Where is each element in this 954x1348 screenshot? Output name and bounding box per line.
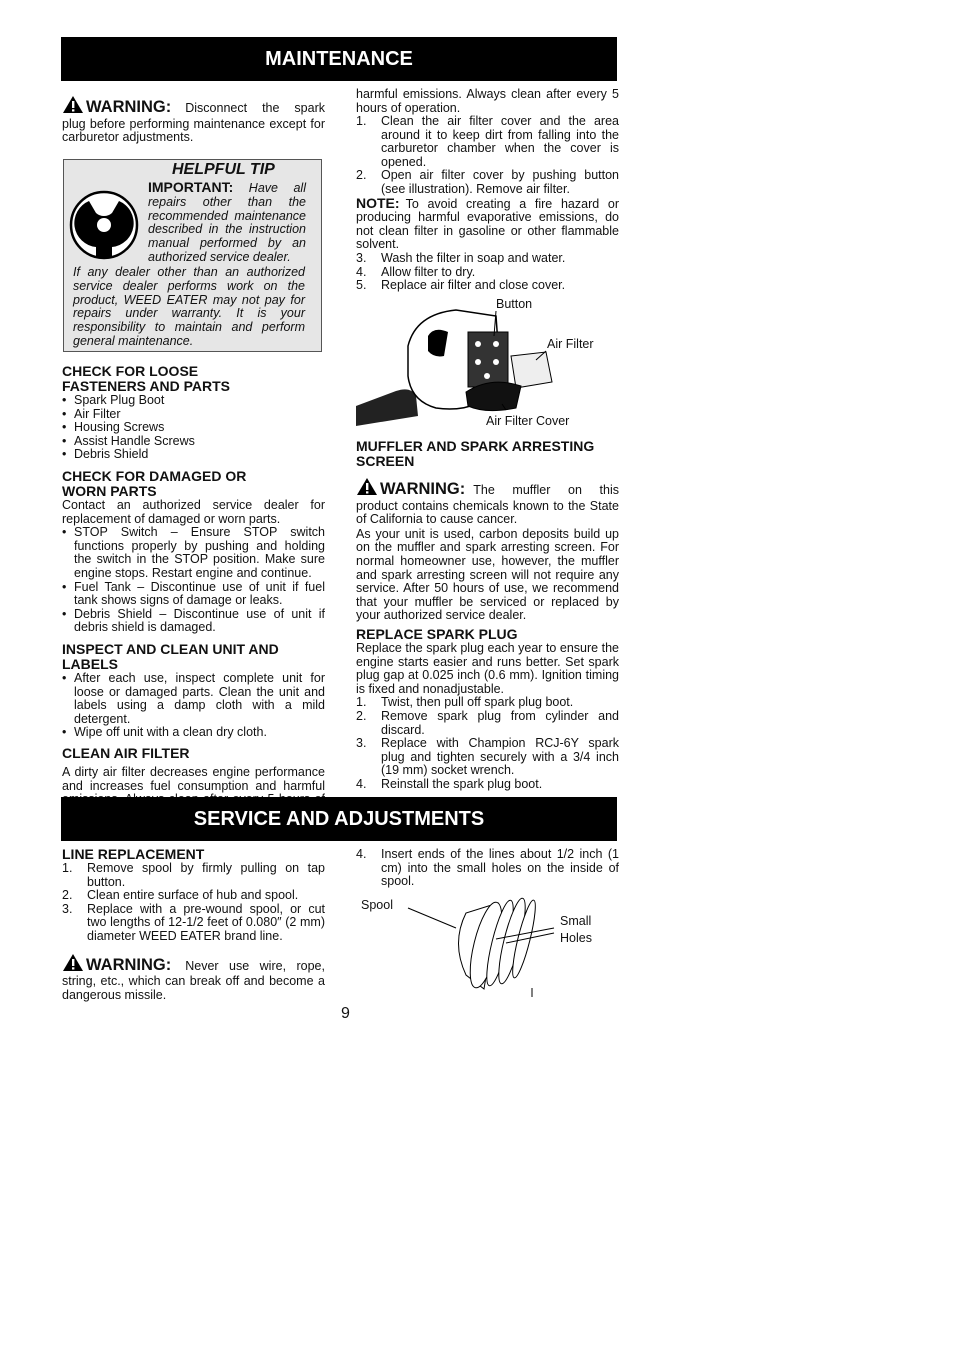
label-small: Small [560,914,592,928]
spool-illustration [356,893,619,1003]
label-holes: Holes [560,931,592,945]
heading-clean-air-filter: CLEAN AIR FILTER [62,744,190,761]
list-item: • Debris Shield – Discontinue use of unit if debris shield is damaged. [62,608,325,635]
left-column-lower [62,364,325,761]
service-right-column [356,848,619,889]
helpful-tip-important: IMPORTANT: Have all repairs other than the recommended maintenance described in the instruction manual performed by an authorized service dealer. [148,179,306,264]
damaged-parts-list [62,526,325,635]
inspect-list [62,672,325,740]
air-filter-illustration [356,296,619,430]
label-air-filter: Air Filter [547,337,594,351]
list-item: 1. Remove spool by firmly pulling on tap button. [62,861,325,889]
list-item: 2. Open air filter cover by pushing button (see illustration). Remove air filter. [356,168,619,196]
list-item: 2. Remove spark plug from cylinder and discard. [356,708,619,737]
list-item: 5. Replace air filter and close cover. [356,278,566,293]
heading-damaged-parts: CHECK FOR DAMAGED OR WORN PARTS [62,467,247,499]
loose-parts-list [62,394,325,462]
air-filter-intro-right: harmful emissions. Always clean after every 5 hours of operation. [356,87,619,115]
list-item: 2. Clean entire surface of hub and spool. [62,888,299,903]
warning-muffler: WARNING: The muffler on this product contains chemicals known to the State of California to cause cancer. [356,477,619,527]
page-number: 9 [341,1005,350,1022]
list-item: 3. Wash the filter in soap and water. [356,250,566,265]
list-item: • Spark Plug Boot [62,394,325,408]
helpful-tip-box [63,159,322,352]
warning-triangle-icon [62,95,84,118]
heading-muffler: MUFFLER AND SPARK ARRESTING SCREEN [356,438,595,469]
spool-drawing [356,893,619,1003]
spark-plug-intro: Replace the spark plug each year to ensure the engine starts easier and runs better. Set spark plug gap at 0.025 inch (0.6 mm). Ignition timing is fixed and nonadjustable. [356,640,619,696]
list-item: • Assist Handle Screws [62,435,325,449]
line-replacement-steps [62,862,325,944]
list-item: • Air Filter [62,408,325,422]
warning-disconnect: WARNING: Disconnect the spark plug before performing maintenance except for carburetor adjustments. [62,95,325,145]
list-item: • Debris Shield [62,448,325,462]
list-item: • After each use, inspect complete unit for loose or damaged parts. Clean the unit and labels using a damp cloth with a mild detergent. [62,672,325,726]
label-air-filter-cover: Air Filter Cover [486,414,570,428]
list-item: 3. Replace with a pre-wound spool, or cut two lengths of 12-1/2 feet of 0.080″ (2 mm) diameter WEED EATER brand line. [62,901,325,943]
maintenance-banner: MAINTENANCE [61,37,617,81]
list-item: • Fuel Tank – Discontinue use of unit if fuel tank shows signs of damage or leaks. [62,581,325,608]
heading-replace-spark-plug: REPLACE SPARK PLUG [356,625,518,642]
spark-plug-steps [356,696,619,791]
heading-line-replacement: LINE REPLACEMENT [62,846,205,862]
warning-triangle-icon [356,477,378,500]
helpful-tip-footer: If any dealer other than an authorized service dealer performs work on the product, WEED EATER may not pay for repairs under warranty. It is your responsibility to maintain and perform general maintenance. [73,265,305,348]
service-banner: SERVICE AND ADJUSTMENTS [61,797,617,841]
muffler-text: As your unit is used, carbon deposits build up on the muffler and spark arresting screen. For normal homeowner use, however, the muffler and spark arresting screen will not require any service. After 50 hours of use, we recommend that your muffler be serviced or replaced by your authorized service dealer. [356,526,619,623]
list-item: 4. Reinstall the spark plug boot. [356,776,543,791]
air-filter-note: NOTE: To avoid creating a fire hazard or producing harmful evaporative emissions, do not clean filter in gasoline or other flammable solvent. [356,194,619,252]
damaged-intro: Contact an authorized service dealer for replacement of damaged or worn parts. [62,497,325,526]
warning-triangle-icon [62,953,84,976]
list-item: 3. Replace with Champion RCJ-6Y spark plug and tighten securely with a 3/4 inch (19 mm) socket wrench. [356,736,619,778]
engine-air-filter-drawing [356,296,619,430]
heading-inspect-clean: INSPECT AND CLEAN UNIT AND LABELS [62,640,279,672]
line-replacement-step-4 [356,848,619,889]
air-filter-steps-1 [356,115,619,197]
list-item: • Wipe off unit with a clean dry cloth. [62,726,325,740]
list-item: 1. Twist, then pull off spark plug boot. [356,695,574,710]
list-item: • Housing Screws [62,421,325,435]
label-button: Button [496,297,533,311]
label-spool: Spool [361,898,393,912]
air-filter-steps-2 [356,252,619,293]
list-item: 1. Clean the air filter cover and the area around it to keep dirt from falling into the carburetor chamber when the cover is opened. [356,114,619,169]
right-column [356,88,619,293]
service-left-column [62,847,325,1002]
heading-loose-fasteners: CHECK FOR LOOSE FASTENERS AND PARTS [62,363,231,394]
warning-line: WARNING: Never use wire, rope, string, etc., which can break off and become a dangerous missile. [62,953,325,1003]
list-item: 4. Allow filter to dry. [356,264,476,279]
right-column-lower [356,439,619,791]
helpful-tip-title: HELPFUL TIP [172,161,275,178]
air-filter-intro-left: A dirty air filter decreases engine performance and increases fuel consumption and harmful [62,765,325,793]
list-item: • STOP Switch – Ensure STOP switch functions properly by pushing and holding the switch in the STOP position. Make sure engine stops. Restart engine and continue. [62,526,325,580]
list-item: 4. Insert ends of the lines about 1/2 inch (1 cm) into the small holes on the inside of spool. [356,847,619,889]
left-column [62,95,325,145]
wrench-icon [69,189,139,261]
